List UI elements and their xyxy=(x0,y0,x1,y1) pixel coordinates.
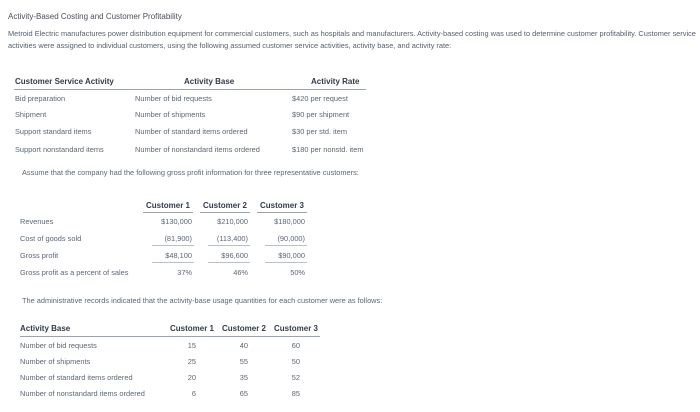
value-cell: 85 xyxy=(291,389,300,398)
row-label: Number of shipments xyxy=(20,357,91,366)
header-customer-3: Customer 3 xyxy=(259,201,304,210)
value-cell: $210,000 xyxy=(217,217,248,226)
value-cell: (81,900) xyxy=(164,234,192,243)
activity-name: Shipment xyxy=(15,110,47,119)
value-cell: $130,000 xyxy=(161,217,192,226)
value-cell: 52 xyxy=(291,373,300,382)
value-cell: 50% xyxy=(290,268,305,277)
value-cell: (90,000) xyxy=(277,234,305,243)
table-rule xyxy=(143,212,193,213)
activity-rate: $90 per shipment xyxy=(292,110,350,119)
activity-name: Support nonstandard items xyxy=(15,145,104,154)
total-rule xyxy=(265,262,307,263)
value-cell: 55 xyxy=(239,357,248,366)
table-rule xyxy=(200,212,250,213)
table-rule xyxy=(257,212,307,213)
header-customer-2: Customer 2 xyxy=(221,324,266,333)
activity-name: Support standard items xyxy=(15,127,92,136)
header-activity-rate: Activity Rate xyxy=(311,77,360,86)
header-customer-1: Customer 1 xyxy=(169,324,214,333)
value-cell: $96,600 xyxy=(221,251,248,260)
value-cell: 46% xyxy=(233,268,248,277)
page-title: Activity-Based Costing and Customer Profitability xyxy=(8,12,182,21)
header-customer-service-activity: Customer Service Activity xyxy=(15,77,114,86)
value-cell: 35 xyxy=(239,373,248,382)
admin-text: The administrative records indicated that the activity-base usage quantities for each customer were as follows: xyxy=(22,296,383,305)
value-cell: 50 xyxy=(291,357,300,366)
subtotal-rule xyxy=(208,245,250,246)
activity-base: Number of bid requests xyxy=(135,94,212,103)
intro-paragraph: Metroid Electric manufactures power distribution equipment for commercial customers, such as hospitals and manufacturers. Activity-based costing was used to determine customer profitability. Customer service activities were assigned to individual customers, using the following assumed customer service activities, activity base, and activity rate: xyxy=(8,29,696,50)
subtotal-rule xyxy=(152,245,194,246)
row-label: Gross profit xyxy=(20,251,59,260)
value-cell: 60 xyxy=(291,341,300,350)
activity-base: Number of shipments xyxy=(135,110,206,119)
header-customer-3: Customer 3 xyxy=(273,324,318,333)
value-cell: 15 xyxy=(187,341,196,350)
value-cell: $48,100 xyxy=(165,251,192,260)
value-cell: 6 xyxy=(191,389,196,398)
row-label: Gross profit as a percent of sales xyxy=(20,268,129,277)
row-label: Number of nonstandard items ordered xyxy=(20,389,145,398)
value-cell: 65 xyxy=(239,389,248,398)
total-rule xyxy=(208,262,250,263)
activity-base: Number of nonstandard items ordered xyxy=(135,145,260,154)
header-activity-base: Activity Base xyxy=(184,77,235,86)
value-cell: $180,000 xyxy=(274,217,305,226)
total-rule xyxy=(152,262,194,263)
value-cell: 20 xyxy=(187,373,196,382)
header-customer-1: Customer 1 xyxy=(145,201,190,210)
value-cell: 40 xyxy=(239,341,248,350)
activity-name: Bid preparation xyxy=(15,94,66,103)
table-rule xyxy=(14,89,366,90)
value-cell: 25 xyxy=(187,357,196,366)
row-label: Number of bid requests xyxy=(20,341,97,350)
row-label: Revenues xyxy=(20,217,54,226)
header-activity-base: Activity Base xyxy=(20,324,71,333)
activity-rate: $30 per std. item xyxy=(292,127,348,136)
activity-base: Number of standard items ordered xyxy=(135,127,248,136)
activity-rate: $180 per nonstd. item xyxy=(292,145,364,154)
table-rule xyxy=(20,336,320,337)
value-cell: 37% xyxy=(177,268,192,277)
header-customer-2: Customer 2 xyxy=(202,201,247,210)
value-cell: $90,000 xyxy=(278,251,305,260)
subtotal-rule xyxy=(265,245,307,246)
value-cell: (113,400) xyxy=(216,234,248,243)
row-label: Number of standard items ordered xyxy=(20,373,133,382)
row-label: Cost of goods sold xyxy=(20,234,82,243)
assume-text: Assume that the company had the following gross profit information for three representative customers: xyxy=(22,168,359,177)
activity-rate: $420 per request xyxy=(292,94,348,103)
